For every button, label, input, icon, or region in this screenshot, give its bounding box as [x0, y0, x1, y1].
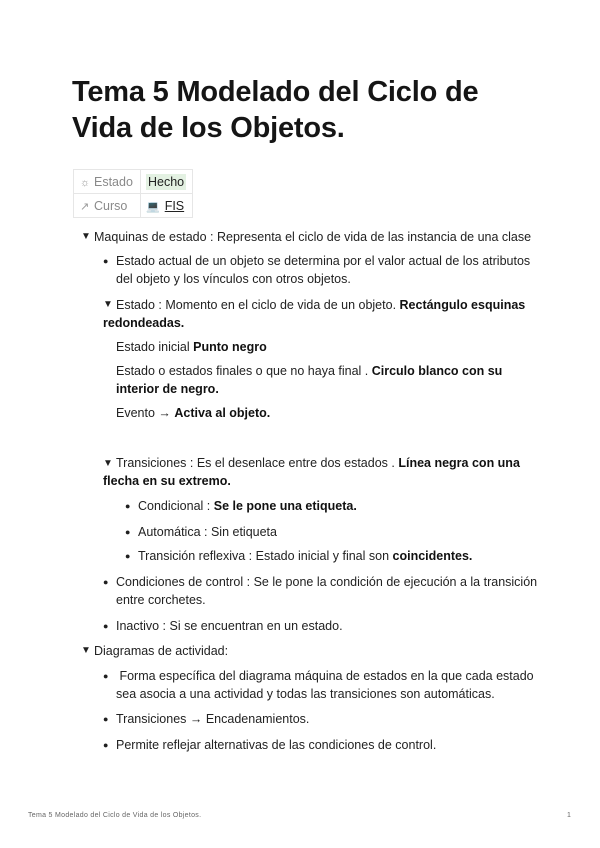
- page-number: 1: [567, 812, 571, 819]
- list-item: [116, 252, 530, 271]
- arrow-up-right-icon: ↗: [80, 200, 90, 213]
- paragraph: [116, 404, 270, 423]
- list-item-continued: [116, 591, 206, 610]
- list-item-text: Condicional :: [138, 499, 214, 513]
- bullet-icon: ●: [103, 740, 109, 750]
- list-item-text: Permite reflejar alternativas de las condiciones de control.: [116, 738, 437, 752]
- list-item: [116, 710, 309, 729]
- toggle-label: Maquinas de estado : Representa el ciclo de vida de las instancia de una clase: [94, 230, 532, 244]
- bullet-icon: ●: [103, 714, 109, 724]
- bullet-icon: ●: [103, 256, 109, 266]
- list-item-text: entre corchetes.: [116, 593, 206, 607]
- list-item-continued: [116, 685, 495, 704]
- list-item-text: del objeto y los vínculos con otros objetos.: [116, 272, 351, 286]
- course-link[interactable]: FIS: [164, 198, 185, 213]
- list-item: [138, 497, 357, 516]
- list-item-text: Forma específica del diagrama máquina de estados en la que cada estado: [116, 669, 534, 683]
- properties-table: [73, 169, 193, 218]
- list-item-text: sea asocia a una actividad y todas las transiciones son automáticas.: [116, 687, 495, 701]
- emphasis-text: Activa al objeto.: [174, 406, 271, 420]
- bullet-icon: ●: [125, 527, 131, 537]
- paragraph-text: Estado o estados finales o que no haya final .: [116, 364, 372, 378]
- footer-title: Tema 5 Modelado del Ciclo de Vida de los Objetos.: [28, 812, 202, 819]
- toggle-estado[interactable]: [116, 296, 525, 315]
- property-key-curso: [74, 194, 141, 218]
- property-value-curso[interactable]: [141, 194, 193, 218]
- property-label-curso: Curso: [94, 198, 128, 213]
- list-item: [116, 736, 436, 755]
- emphasis-text: Línea negra con una: [398, 456, 520, 470]
- status-badge: Hecho: [148, 174, 185, 189]
- page-title: Tema 5 Modelado del Ciclo de Vida de los Objetos.: [72, 76, 479, 144]
- property-row-estado: [74, 170, 193, 194]
- emphasis-text: coincidentes.: [392, 549, 473, 563]
- emphasis-text: flecha en su extremo.: [103, 474, 231, 488]
- paragraph-continued: [116, 380, 219, 399]
- toggle-transiciones[interactable]: [116, 454, 520, 473]
- list-item: [116, 573, 537, 592]
- toggle-estado-continued: [103, 314, 184, 333]
- list-item: [116, 667, 534, 686]
- toggle-label: Diagramas de actividad:: [94, 644, 229, 658]
- list-item-text: Transiciones → Encadenamientos.: [116, 712, 310, 726]
- bullet-icon: ●: [103, 577, 109, 587]
- toggle-diagramas-actividad[interactable]: [94, 642, 228, 661]
- list-item-continued: [116, 270, 351, 289]
- paragraph: [116, 338, 267, 357]
- property-row-curso: [74, 194, 193, 218]
- emphasis-text: Circulo blanco con su: [371, 364, 503, 378]
- bullet-icon: ●: [125, 551, 131, 561]
- list-item: [116, 617, 343, 636]
- bullet-icon: ●: [125, 501, 131, 511]
- bullet-icon: ●: [103, 671, 109, 681]
- list-item: [138, 547, 472, 566]
- emphasis-text: Se le pone una etiqueta.: [213, 499, 357, 513]
- emphasis-text: interior de negro.: [116, 382, 219, 396]
- property-value-estado: [141, 170, 193, 194]
- toggle-label: Transiciones : Es el desenlace entre dos estados .: [116, 456, 399, 470]
- property-key-estado: [74, 170, 141, 194]
- property-label-estado: Estado: [94, 174, 133, 189]
- list-item-text: Condiciones de control : Se le pone la condición de ejecución a la transición: [116, 575, 538, 589]
- list-item-text: Estado actual de un objeto se determina por el valor actual de los atributos: [116, 254, 531, 268]
- bullet-icon: ●: [103, 621, 109, 631]
- toggle-arrow-icon[interactable]: ▼: [103, 458, 113, 469]
- paragraph-text: Estado inicial: [116, 340, 194, 354]
- toggle-label: Estado : Momento en el ciclo de vida de un objeto.: [116, 298, 400, 312]
- list-item-text: Automática : Sin etiqueta: [138, 525, 277, 539]
- list-item-text: Inactivo : Si se encuentran en un estado.: [116, 619, 343, 633]
- toggle-transiciones-continued: [103, 472, 231, 491]
- emphasis-text: Rectángulo esquinas: [399, 298, 526, 312]
- list-item: [138, 523, 277, 542]
- toggle-arrow-icon[interactable]: ▼: [81, 645, 91, 656]
- paragraph: [116, 362, 502, 381]
- list-item-text: Transición reflexiva : Estado inicial y final son: [138, 549, 393, 563]
- laptop-icon: 💻: [146, 200, 160, 213]
- toggle-arrow-icon[interactable]: ▼: [103, 299, 113, 310]
- paragraph-text: Evento →: [116, 406, 175, 420]
- toggle-arrow-icon[interactable]: ▼: [81, 231, 91, 242]
- loading-sparkle-icon: ☼: [80, 176, 91, 189]
- emphasis-text: Punto negro: [193, 340, 267, 354]
- toggle-maquinas-estado[interactable]: [94, 228, 531, 247]
- emphasis-text: redondeadas.: [103, 316, 185, 330]
